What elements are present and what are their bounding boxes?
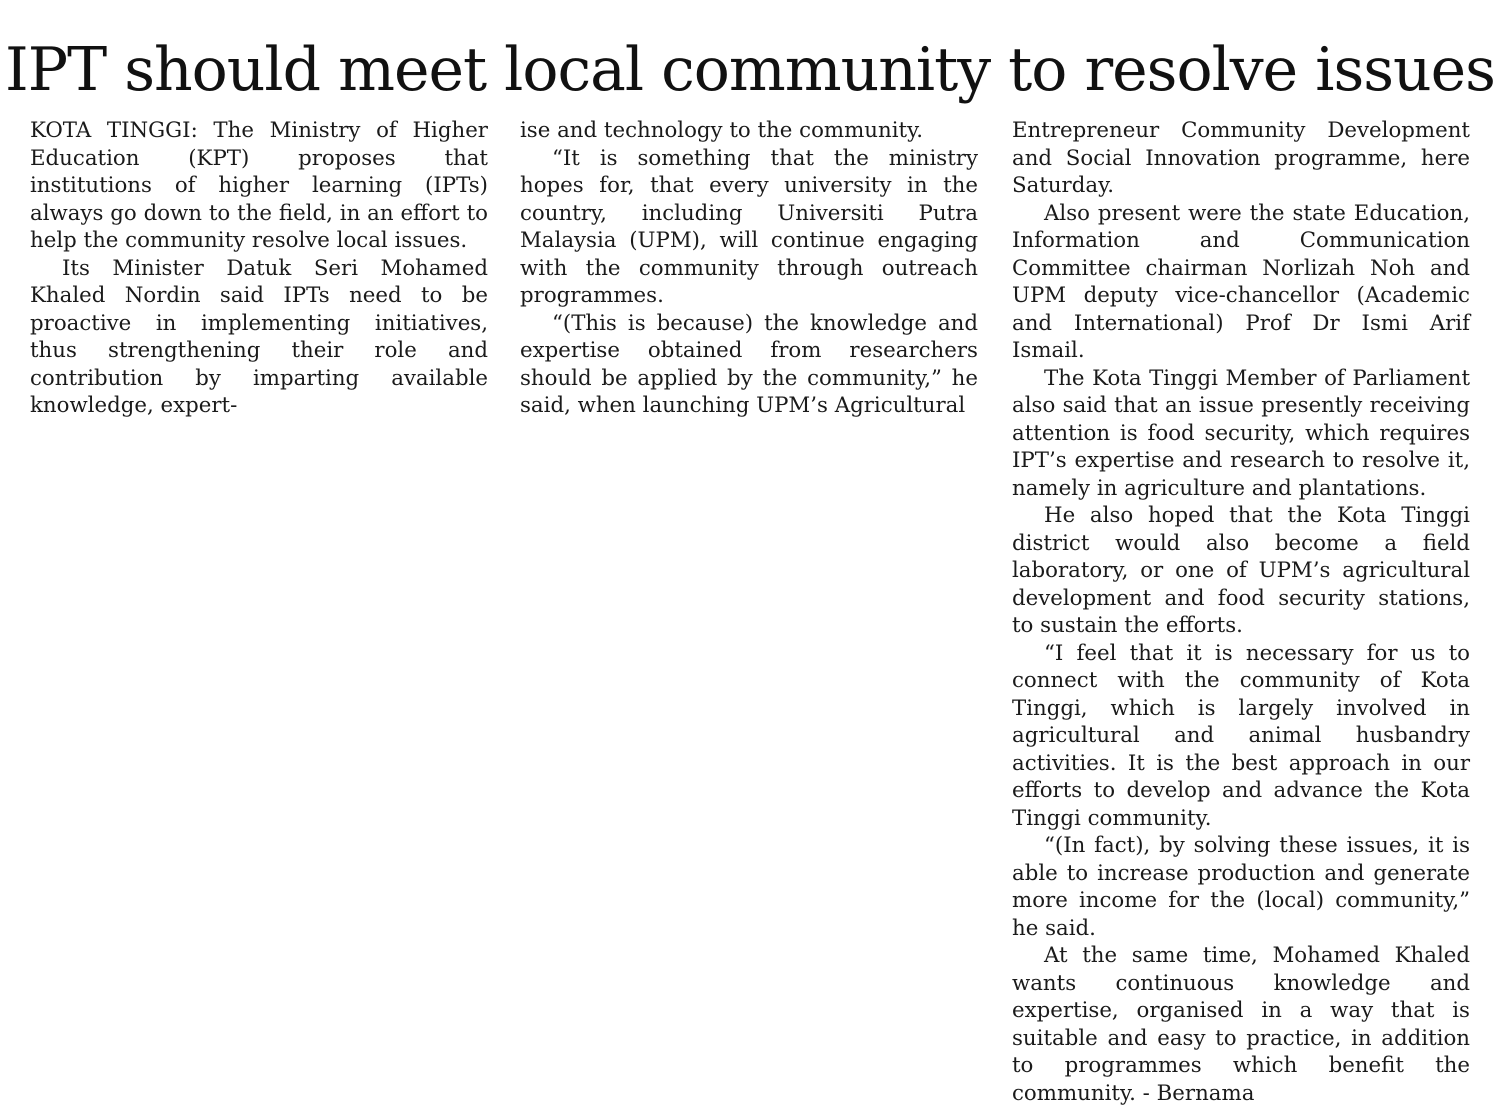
article-paragraph: “I feel that it is necessary for us to connect with the community of Kota Tinggi, which is largely involved in agricultural and animal husbandry activities. It is the best approach in our efforts to develop and advance the Kota Tinggi community. <box>1012 640 1470 831</box>
article-paragraph: At the same time, Mohamed Khaled wants continuous knowledge and expertise, organised in a way that is suitable and easy to practice, in addition to programmes which benefit the community. - Bernama <box>1012 943 1470 1106</box>
article-paragraph: Entrepreneur Community Development and Social Innovation programme, here Saturday. <box>1012 118 1470 198</box>
article-column-3 <box>1012 117 1470 1107</box>
article-paragraph: “It is something that the ministry hopes for, that every university in the country, including Universiti Putra Malaysia (UPM), will continue engaging with the community through outreach programmes. <box>520 145 978 308</box>
article-paragraph: KOTA TINGGI: The Ministry of Higher Education (KPT) proposes that institutions of higher learning (IPTs) always go down to the field, in an effort to help the community resolve local issues. <box>30 118 488 253</box>
article-paragraph: ise and technology to the community. <box>520 118 924 143</box>
article-paragraph: Its Minister Datuk Seri Mohamed Khaled Nordin said IPTs need to be proactive in implementing initiatives, thus strengthening their role and contribution by imparting available knowledge, expert- <box>30 255 488 418</box>
article-paragraph: “(In fact), by solving these issues, it is able to increase production and generate more income for the (local) community,” he said. <box>1012 833 1470 941</box>
article-column-2 <box>520 117 978 420</box>
article-headline: IPT should meet local community to resolve issues <box>5 35 1495 105</box>
article-paragraph: “(This is because) the knowledge and expertise obtained from researchers should be applied by the community,” he said, when launching UPM’s Agricultural <box>520 310 978 418</box>
article-column-1 <box>30 117 488 420</box>
article-paragraph: Also present were the state Education, Information and Communication Committee chairman Norlizah Noh and UPM deputy vice-chancellor (Academic and International) Prof Dr Ismi Arif Ismail. <box>1012 200 1470 363</box>
article-paragraph: He also hoped that the Kota Tinggi district would also become a field laboratory, or one of UPM’s agricultural development and food security stations, to sustain the efforts. <box>1012 503 1470 638</box>
article-paragraph: The Kota Tinggi Member of Parliament also said that an issue presently receiving attention is food security, which requires IPT’s expertise and research to resolve it, namely in agriculture and plantations. <box>1012 365 1470 501</box>
